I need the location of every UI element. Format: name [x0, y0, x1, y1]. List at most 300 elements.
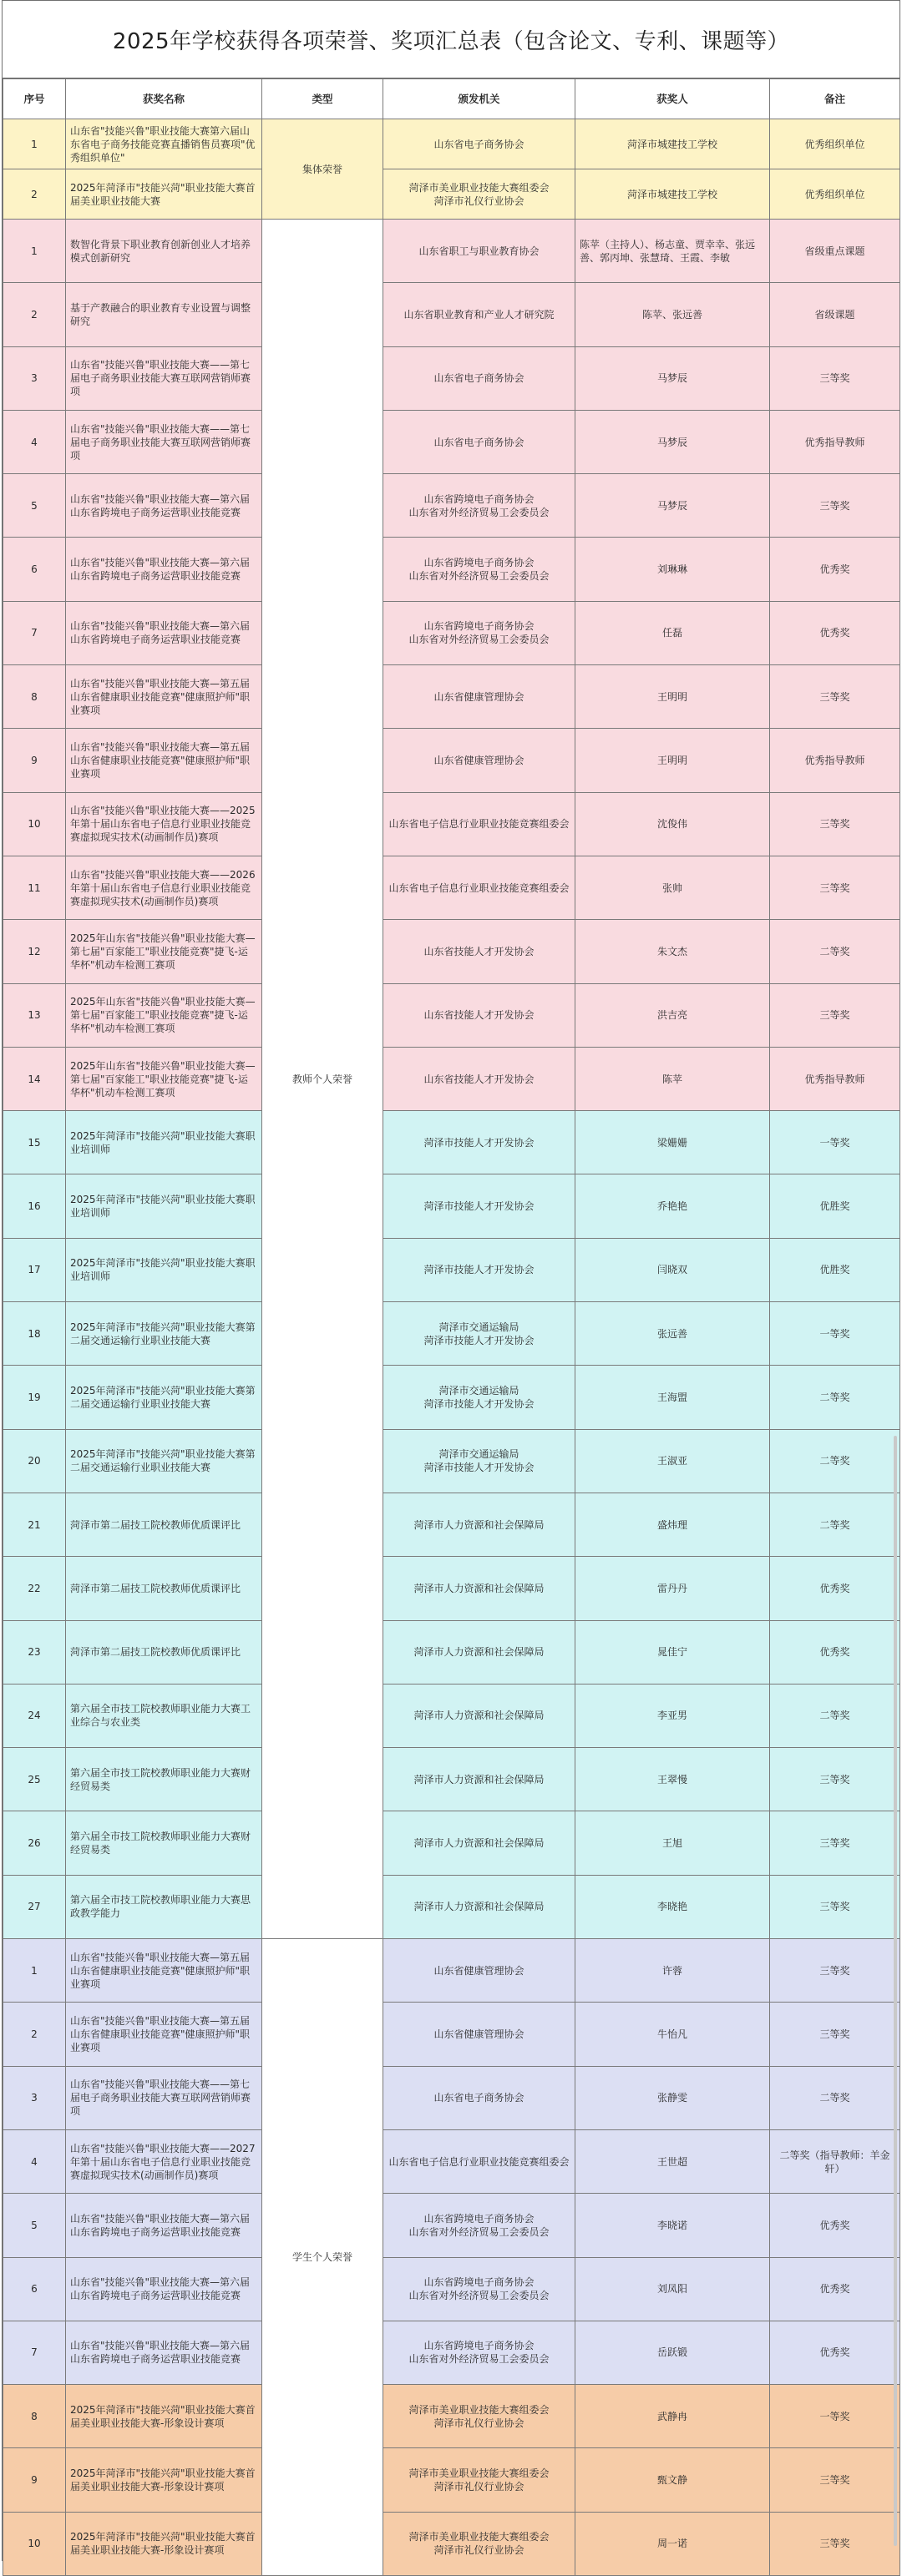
award-name: 2025年菏泽市"技能兴菏"职业技能大赛第二届交通运输行业职业技能大赛: [66, 1302, 262, 1366]
award-name: 第六届全市技工院校教师职业能力大赛财经贸易类: [66, 1748, 262, 1811]
issuer-line: 菏泽市人力资源和社会保障局: [413, 1710, 545, 1722]
header-type: 类型: [262, 79, 383, 119]
winner: 李亚男: [575, 1684, 770, 1747]
winner: 梁姗姗: [575, 1111, 770, 1174]
table-row: [3, 2066, 900, 2129]
table-row: [3, 283, 900, 346]
table-row: [3, 1939, 900, 2003]
table-row: [3, 792, 900, 856]
header-note: 备注: [770, 79, 900, 119]
row-number: 20: [3, 1429, 66, 1493]
row-number: 18: [3, 1302, 66, 1366]
issuer: [383, 1238, 575, 1301]
note: 优秀奖: [770, 538, 900, 601]
table-row: [3, 474, 900, 538]
row-number: 11: [3, 856, 66, 919]
note: 三等奖: [770, 792, 900, 856]
winner: 雷丹丹: [575, 1557, 770, 1620]
issuer-line: 山东省技能人才开发协会: [423, 1009, 535, 1022]
issuer-line: 菏泽市美业职业技能大赛组委会: [408, 2403, 550, 2416]
note: 一等奖: [770, 1111, 900, 1174]
header-issuer: 颁发机关: [383, 79, 575, 119]
issuer-line: 山东省跨境电子商务协会: [423, 2340, 535, 2352]
award-name: 山东省"技能兴鲁"职业技能大赛—第五届山东省健康职业技能竞赛"健康照护师"职业赛项: [66, 729, 262, 792]
winner: 甄文静: [575, 2448, 770, 2512]
note: 二等奖: [770, 1366, 900, 1429]
issuer: [383, 1174, 575, 1238]
row-number: 7: [3, 2321, 66, 2384]
issuer-line: 山东省跨境电子商务协会: [423, 620, 535, 633]
award-name: 2025年山东省"技能兴鲁"职业技能大赛—第七届"百家能工"职业技能竞赛"捷飞-运华杯"机动车检测工赛项: [66, 920, 262, 983]
row-number: 8: [3, 665, 66, 729]
issuer: [383, 1302, 575, 1366]
issuer: [383, 1047, 575, 1110]
award-name: 2025年菏泽市"技能兴菏"职业技能大赛第二届交通运输行业职业技能大赛: [66, 1366, 262, 1429]
issuer-line: 山东省技能人才开发协会: [423, 1073, 535, 1085]
table-row: [3, 346, 900, 410]
note: 二等奖: [770, 1429, 900, 1493]
table-row: [3, 2257, 900, 2321]
issuer-line: 山东省健康管理协会: [433, 1964, 524, 1977]
note: 优秀奖: [770, 1620, 900, 1684]
issuer: [383, 119, 575, 169]
issuer-line: 菏泽市人力资源和社会保障局: [413, 1837, 545, 1850]
row-number: 5: [3, 474, 66, 538]
issuer: [383, 283, 575, 346]
category-student: 学生个人荣誉: [262, 1939, 383, 2576]
issuer-line: 山东省对外经济贸易工会委员会: [408, 634, 550, 646]
award-name: 2025年菏泽市"技能兴菏"职业技能大赛职业培训师: [66, 1174, 262, 1238]
row-number: 8: [3, 2385, 66, 2448]
table-row: [3, 2512, 900, 2575]
issuer-line: 菏泽市人力资源和社会保障局: [413, 1773, 545, 1786]
award-name: 山东省"技能兴鲁"职业技能大赛——2027年第十届山东省电子信息行业职业技能竞赛虚拟现实技术(动画制作员)赛项: [66, 2129, 262, 2193]
issuer-line: 菏泽市技能人才开发协会: [423, 1397, 535, 1410]
note: 三等奖: [770, 346, 900, 410]
issuer: [383, 2129, 575, 2193]
note: 优秀指导教师: [770, 1047, 900, 1110]
table-row: [3, 1493, 900, 1556]
note: 三等奖: [770, 1939, 900, 2003]
issuer: [383, 920, 575, 983]
winner: 陈苹、张远善: [575, 283, 770, 346]
table-row: [3, 2194, 900, 2257]
issuer: [383, 1493, 575, 1556]
award-name: 第六届全市技工院校教师职业能力大赛财经贸易类: [66, 1811, 262, 1875]
winner: 牛怡凡: [575, 2003, 770, 2066]
winner: 沈俊伟: [575, 792, 770, 856]
note: 二等奖: [770, 1684, 900, 1747]
winner: 刘琳琳: [575, 538, 770, 601]
issuer-line: 菏泽市交通运输局: [438, 1448, 519, 1461]
note: 一等奖: [770, 1302, 900, 1366]
award-name: 菏泽市第二届技工院校教师优质课评比: [66, 1620, 262, 1684]
award-name: 2025年菏泽市"技能兴菏"职业技能大赛首届美业职业技能大赛-形象设计赛项: [66, 2448, 262, 2512]
row-number: 2: [3, 283, 66, 346]
winner: 张帅: [575, 856, 770, 919]
note: 优秀奖: [770, 1557, 900, 1620]
winner: 任磊: [575, 601, 770, 664]
row-number: 10: [3, 2512, 66, 2575]
issuer: [383, 1557, 575, 1620]
table-row: [3, 1684, 900, 1747]
award-name: 山东省"技能兴鲁"职业技能大赛第六届山东省电子商务技能竞赛直播销售员赛项"优秀组织单位": [66, 119, 262, 169]
winner: 周一诺: [575, 2512, 770, 2575]
issuer: [383, 1684, 575, 1747]
note: 优秀指导教师: [770, 410, 900, 473]
issuer-line: 山东省电子商务协会: [433, 436, 524, 448]
table-header-row: [3, 79, 900, 119]
note: 省级重点课题: [770, 220, 900, 283]
note: 三等奖: [770, 2512, 900, 2575]
issuer: [383, 538, 575, 601]
award-name: 山东省"技能兴鲁"职业技能大赛——第七届电子商务职业技能大赛互联网营销师赛项: [66, 410, 262, 473]
note: 三等奖: [770, 2448, 900, 2512]
issuer-line: 山东省电子信息行业职业技能竞赛组委会: [388, 818, 570, 831]
issuer-line: 菏泽市礼仪行业协会: [433, 2544, 524, 2557]
award-name: 菏泽市第二届技工院校教师优质课评比: [66, 1557, 262, 1620]
issuer: [383, 2003, 575, 2066]
issuer: [383, 856, 575, 919]
award-summary-sheet: [2, 0, 900, 2561]
issuer-line: 菏泽市人力资源和社会保障局: [413, 1582, 545, 1594]
award-name: 2025年菏泽市"技能兴菏"职业技能大赛职业培训师: [66, 1238, 262, 1301]
issuer-line: 菏泽市美业职业技能大赛组委会: [408, 181, 550, 194]
issuer-line: 山东省电子信息行业职业技能竞赛组委会: [388, 881, 570, 894]
note: 三等奖: [770, 474, 900, 538]
issuer: [383, 1366, 575, 1429]
winner: 李晓艳: [575, 1875, 770, 1938]
award-name: 2025年山东省"技能兴鲁"职业技能大赛—第七届"百家能工"职业技能竞赛"捷飞-运华杯"机动车检测工赛项: [66, 983, 262, 1047]
winner: 洪吉亮: [575, 983, 770, 1047]
note: 优秀奖: [770, 2321, 900, 2384]
table-row: [3, 1875, 900, 1938]
issuer-line: 菏泽市人力资源和社会保障局: [413, 1901, 545, 1913]
issuer-line: 菏泽市技能人才开发协会: [423, 1334, 535, 1346]
issuer-line: 山东省电子商务协会: [433, 372, 524, 385]
winner: 王淑亚: [575, 1429, 770, 1493]
winner: 王翠慢: [575, 1748, 770, 1811]
award-name: 山东省"技能兴鲁"职业技能大赛——2025年第十届山东省电子信息行业职业技能竞赛虚拟现实技术(动画制作员)赛项: [66, 792, 262, 856]
issuer: [383, 2448, 575, 2512]
winner: 朱文杰: [575, 920, 770, 983]
note: 优秀奖: [770, 601, 900, 664]
issuer-line: 菏泽市礼仪行业协会: [433, 2481, 524, 2493]
row-number: 9: [3, 729, 66, 792]
row-number: 22: [3, 1557, 66, 1620]
issuer: [383, 983, 575, 1047]
award-name: 2025年菏泽市"技能兴菏"职业技能大赛职业培训师: [66, 1111, 262, 1174]
issuer-line: 山东省健康管理协会: [433, 2028, 524, 2040]
table-row: [3, 1302, 900, 1366]
table-row: [3, 1111, 900, 1174]
issuer-line: 山东省电子信息行业职业技能竞赛组委会: [388, 2155, 570, 2168]
table-row: [3, 2448, 900, 2512]
winner: 王明明: [575, 665, 770, 729]
issuer-line: 山东省对外经济贸易工会委员会: [408, 2353, 550, 2366]
award-name: 山东省"技能兴鲁"职业技能大赛——2026年第十届山东省电子信息行业职业技能竞赛虚拟现实技术(动画制作员)赛项: [66, 856, 262, 919]
issuer: [383, 2066, 575, 2129]
note: 三等奖: [770, 1748, 900, 1811]
note: 优秀指导教师: [770, 729, 900, 792]
winner: 许蓉: [575, 1939, 770, 2003]
table-row: [3, 920, 900, 983]
winner: 张静雯: [575, 2066, 770, 2129]
page-title: 2025年学校获得各项荣誉、奖项汇总表（包含论文、专利、课题等）: [3, 1, 899, 78]
issuer: [383, 601, 575, 664]
issuer: [383, 1429, 575, 1493]
award-name: 2025年菏泽市"技能兴菏"职业技能大赛首届美业职业技能大赛-形象设计赛项: [66, 2385, 262, 2448]
table-row: [3, 1748, 900, 1811]
note: 优胜奖: [770, 1238, 900, 1301]
row-number: 7: [3, 601, 66, 664]
note: 省级课题: [770, 283, 900, 346]
table-row: [3, 2003, 900, 2066]
winner: 王世超: [575, 2129, 770, 2193]
issuer: [383, 2512, 575, 2575]
award-name: 山东省"技能兴鲁"职业技能大赛—第六届山东省跨境电子商务运营职业技能竞赛: [66, 2321, 262, 2384]
issuer-line: 山东省健康管理协会: [433, 755, 524, 767]
note: 二等奖（指导教师：羊金轩）: [770, 2129, 900, 2193]
issuer-line: 山东省技能人才开发协会: [423, 945, 535, 957]
row-number: 15: [3, 1111, 66, 1174]
winner: 菏泽市城建技工学校: [575, 169, 770, 220]
issuer: [383, 410, 575, 473]
row-number: 1: [3, 119, 66, 169]
table-row: [3, 2129, 900, 2193]
row-number: 3: [3, 2066, 66, 2129]
row-number: 4: [3, 410, 66, 473]
issuer-line: 菏泽市交通运输局: [438, 1384, 519, 1397]
awards-table: [3, 78, 900, 2576]
winner: 晁佳宁: [575, 1620, 770, 1684]
note: 优秀组织单位: [770, 169, 900, 220]
category-teacher: 教师个人荣誉: [262, 220, 383, 1939]
table-body: [3, 119, 900, 2576]
row-number: 3: [3, 346, 66, 410]
issuer: [383, 2194, 575, 2257]
table-row: [3, 538, 900, 601]
issuer-line: 菏泽市技能人才开发协会: [423, 1264, 535, 1276]
table-row: [3, 601, 900, 664]
issuer: [383, 474, 575, 538]
award-name: 2025年菏泽市"技能兴菏"职业技能大赛第二届交通运输行业职业技能大赛: [66, 1429, 262, 1493]
issuer-line: 菏泽市礼仪行业协会: [433, 194, 524, 207]
award-name: 山东省"技能兴鲁"职业技能大赛—第六届山东省跨境电子商务运营职业技能竞赛: [66, 538, 262, 601]
winner: 陈苹（主持人）、杨志童、贾幸幸、张远善、郭丙坤、张慧琦、王霞、李敏: [575, 220, 770, 283]
table-row: [3, 1811, 900, 1875]
issuer-line: 山东省对外经济贸易工会委员会: [408, 2225, 550, 2238]
issuer: [383, 2257, 575, 2321]
issuer: [383, 792, 575, 856]
award-name: 山东省"技能兴鲁"职业技能大赛—第五届山东省健康职业技能竞赛"健康照护师"职业赛项: [66, 1939, 262, 2003]
issuer-line: 山东省职业教育和产业人才研究院: [403, 308, 555, 321]
issuer-line: 山东省跨境电子商务协会: [423, 557, 535, 569]
note: 二等奖: [770, 1493, 900, 1556]
table-row: [3, 2321, 900, 2384]
winner: 武静冉: [575, 2385, 770, 2448]
table-row: [3, 1620, 900, 1684]
row-number: 6: [3, 2257, 66, 2321]
winner: 马梦辰: [575, 410, 770, 473]
scrollbar[interactable]: [894, 1436, 897, 2546]
row-number: 13: [3, 983, 66, 1047]
note: 三等奖: [770, 983, 900, 1047]
row-number: 16: [3, 1174, 66, 1238]
row-number: 17: [3, 1238, 66, 1301]
winner: 王明明: [575, 729, 770, 792]
note: 二等奖: [770, 920, 900, 983]
table-row: [3, 1047, 900, 1110]
row-number: 6: [3, 538, 66, 601]
winner: 马梦辰: [575, 346, 770, 410]
award-name: 菏泽市第二届技工院校教师优质课评比: [66, 1493, 262, 1556]
issuer-line: 菏泽市交通运输局: [438, 1321, 519, 1333]
award-name: 2025年山东省"技能兴鲁"职业技能大赛—第七届"百家能工"职业技能竞赛"捷飞-运华杯"机动车检测工赛项: [66, 1047, 262, 1110]
note: 优胜奖: [770, 1174, 900, 1238]
row-number: 25: [3, 1748, 66, 1811]
award-name: 山东省"技能兴鲁"职业技能大赛—第六届山东省跨境电子商务运营职业技能竞赛: [66, 2257, 262, 2321]
note: 三等奖: [770, 1811, 900, 1875]
award-name: 山东省"技能兴鲁"职业技能大赛——第七届电子商务职业技能大赛互联网营销师赛项: [66, 346, 262, 410]
winner: 菏泽市城建技工学校: [575, 119, 770, 169]
award-name: 山东省"技能兴鲁"职业技能大赛—第六届山东省跨境电子商务运营职业技能竞赛: [66, 601, 262, 664]
table-row: [3, 983, 900, 1047]
issuer-line: 山东省健康管理协会: [433, 690, 524, 703]
award-name: 山东省"技能兴鲁"职业技能大赛—第五届山东省健康职业技能竞赛"健康照护师"职业赛项: [66, 665, 262, 729]
issuer-line: 菏泽市礼仪行业协会: [433, 2417, 524, 2429]
table-row: [3, 2385, 900, 2448]
row-number: 26: [3, 1811, 66, 1875]
table-row: [3, 169, 900, 220]
row-number: 27: [3, 1875, 66, 1938]
row-number: 9: [3, 2448, 66, 2512]
table-row: [3, 119, 900, 169]
table-row: [3, 1238, 900, 1301]
issuer: [383, 169, 575, 220]
note: 二等奖: [770, 2066, 900, 2129]
issuer-line: 山东省跨境电子商务协会: [423, 2276, 535, 2289]
award-name: 山东省"技能兴鲁"职业技能大赛—第六届山东省跨境电子商务运营职业技能竞赛: [66, 2194, 262, 2257]
table-row: [3, 1557, 900, 1620]
issuer-line: 山东省跨境电子商务协会: [423, 492, 535, 505]
issuer: [383, 1620, 575, 1684]
row-number: 12: [3, 920, 66, 983]
row-number: 19: [3, 1366, 66, 1429]
table-row: [3, 1174, 900, 1238]
winner: 闫晓双: [575, 1238, 770, 1301]
award-name: 数智化背景下职业教育创新创业人才培养模式创新研究: [66, 220, 262, 283]
note: 一等奖: [770, 2385, 900, 2448]
table-row: [3, 410, 900, 473]
issuer-line: 山东省电子商务协会: [433, 2092, 524, 2104]
note: 优秀奖: [770, 2257, 900, 2321]
note: 三等奖: [770, 856, 900, 919]
table-row: [3, 1366, 900, 1429]
award-name: 山东省"技能兴鲁"职业技能大赛——第七届电子商务职业技能大赛互联网营销师赛项: [66, 2066, 262, 2129]
award-name: 2025年菏泽市"技能兴菏"职业技能大赛首届美业职业技能大赛-形象设计赛项: [66, 2512, 262, 2575]
note: 优秀奖: [770, 2194, 900, 2257]
header-award-name: 获奖名称: [66, 79, 262, 119]
issuer: [383, 1748, 575, 1811]
row-number: 2: [3, 169, 66, 220]
issuer-line: 菏泽市美业职业技能大赛组委会: [408, 2531, 550, 2543]
table-row: [3, 665, 900, 729]
issuer-line: 菏泽市人力资源和社会保障局: [413, 1518, 545, 1531]
note: 优秀组织单位: [770, 119, 900, 169]
issuer-line: 菏泽市技能人才开发协会: [423, 1136, 535, 1149]
winner: 岳跃锻: [575, 2321, 770, 2384]
winner: 马梦辰: [575, 474, 770, 538]
table-row: [3, 856, 900, 919]
winner: 盛炜理: [575, 1493, 770, 1556]
issuer: [383, 1111, 575, 1174]
table-row: [3, 729, 900, 792]
header-number: 序号: [3, 79, 66, 119]
award-name: 第六届全市技工院校教师职业能力大赛工业综合与农业类: [66, 1684, 262, 1747]
issuer-line: 菏泽市美业职业技能大赛组委会: [408, 2467, 550, 2480]
row-number: 4: [3, 2129, 66, 2193]
row-number: 1: [3, 220, 66, 283]
row-number: 24: [3, 1684, 66, 1747]
row-number: 5: [3, 2194, 66, 2257]
issuer: [383, 2321, 575, 2384]
row-number: 23: [3, 1620, 66, 1684]
winner: 刘凤阳: [575, 2257, 770, 2321]
award-name: 山东省"技能兴鲁"职业技能大赛—第六届山东省跨境电子商务运营职业技能竞赛: [66, 474, 262, 538]
note: 三等奖: [770, 1875, 900, 1938]
issuer: [383, 1939, 575, 2003]
issuer-line: 菏泽市人力资源和社会保障局: [413, 1646, 545, 1659]
issuer-line: 菏泽市技能人才开发协会: [423, 1200, 535, 1213]
winner: 张远善: [575, 1302, 770, 1366]
row-number: 10: [3, 792, 66, 856]
table-row: [3, 220, 900, 283]
winner: 王旭: [575, 1811, 770, 1875]
row-number: 21: [3, 1493, 66, 1556]
note: 三等奖: [770, 665, 900, 729]
issuer: [383, 1875, 575, 1938]
issuer-line: 山东省对外经济贸易工会委员会: [408, 2290, 550, 2302]
issuer-line: 山东省对外经济贸易工会委员会: [408, 570, 550, 583]
category-collective: 集体荣誉: [262, 119, 383, 220]
issuer-line: 山东省对外经济贸易工会委员会: [408, 506, 550, 518]
issuer: [383, 729, 575, 792]
note: 三等奖: [770, 2003, 900, 2066]
row-number: 2: [3, 2003, 66, 2066]
issuer: [383, 2385, 575, 2448]
issuer-line: 山东省职工与职业教育协会: [418, 245, 540, 257]
award-name: 山东省"技能兴鲁"职业技能大赛—第五届山东省健康职业技能竞赛"健康照护师"职业赛项: [66, 2003, 262, 2066]
winner: 陈苹: [575, 1047, 770, 1110]
winner: 王海盟: [575, 1366, 770, 1429]
issuer: [383, 346, 575, 410]
issuer-line: 山东省电子商务协会: [433, 138, 524, 150]
winner: 李晓诺: [575, 2194, 770, 2257]
issuer: [383, 1811, 575, 1875]
issuer: [383, 220, 575, 283]
award-name: 2025年菏泽市"技能兴菏"职业技能大赛首届美业职业技能大赛: [66, 169, 262, 220]
award-name: 第六届全市技工院校教师职业能力大赛思政教学能力: [66, 1875, 262, 1938]
issuer: [383, 665, 575, 729]
award-name: 基于产教融合的职业教育专业设置与调整研究: [66, 283, 262, 346]
table-row: [3, 1429, 900, 1493]
issuer-line: 山东省跨境电子商务协会: [423, 2212, 535, 2225]
row-number: 1: [3, 1939, 66, 2003]
issuer-line: 菏泽市技能人才开发协会: [423, 1462, 535, 1474]
winner: 乔艳艳: [575, 1174, 770, 1238]
header-winner: 获奖人: [575, 79, 770, 119]
